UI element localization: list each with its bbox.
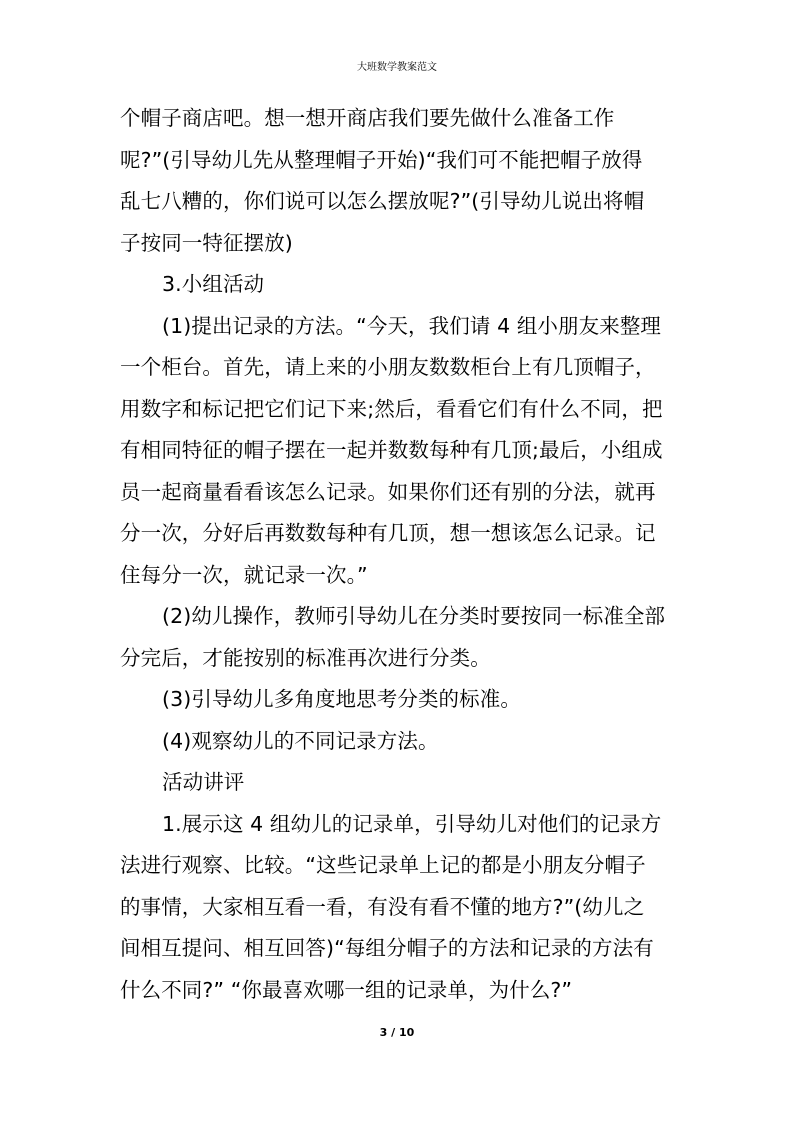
text-line: 分一次，分好后再数数每种有几顶，想一想该怎么记录。记 [120, 521, 656, 545]
page-number: 3 / 10 [379, 1026, 415, 1039]
text-line: (2)幼儿操作，教师引导幼儿在分类时要按同一标准全部 [162, 604, 666, 628]
text-line: (3)引导幼儿多角度地思考分类的标准。 [162, 687, 521, 711]
page-header [0, 61, 794, 75]
text-line: 呢?”(引导幼儿先从整理帽子开始)“我们可不能把帽子放得 [120, 147, 643, 172]
text-line: 什么不同?” “你最喜欢哪一组的记录单，为什么?” [120, 977, 573, 1002]
text-line: 个帽子商店吧。想一想开商店我们要先做什么准备工作 [120, 106, 615, 130]
document-body [120, 98, 686, 1011]
text-line: 住每分一次，就记录一次。” [120, 562, 368, 587]
page-footer [0, 1026, 794, 1040]
text-line: 活动讲评 [162, 770, 245, 794]
text-line: 3.小组活动 [162, 272, 265, 296]
text-line: 有相同特征的帽子摆在一起并数数每种有几顶;最后，小组成 [120, 438, 663, 462]
text-line: 乱七八糟的，你们说可以怎么摆放呢?”(引导幼儿说出将帽 [120, 189, 645, 213]
text-line: 1.展示这 4 组幼儿的记录单，引导幼儿对他们的记录方 [162, 811, 662, 836]
text-line: (1)提出记录的方法。“今天，我们请 4 组小朋友来整理 [162, 313, 662, 338]
text-line: 的事情，大家相互看一看，有没有看不懂的地方?”(幼儿之 [120, 894, 645, 919]
text-line: 间相互提问、相互回答)“每组分帽子的方法和记录的方法有 [120, 936, 654, 960]
text-line: 分完后，才能按别的标准再次进行分类。 [120, 645, 491, 670]
text-line: 用数字和标记把它们记下来;然后，看看它们有什么不同，把 [120, 396, 663, 421]
text-line: (4)观察幼儿的不同记录方法。 [162, 728, 439, 753]
text-line: 员一起商量看看该怎么记录。如果你们还有别的分法，就再 [120, 479, 656, 504]
text-line: 法进行观察、比较。“这些记录单上记的都是小朋友分帽子 [120, 853, 646, 877]
header-title: 大班数学教案范文 [357, 62, 437, 73]
text-line: 子按同一特征摆放) [120, 230, 293, 255]
text-line: 一个柜台。首先，请上来的小朋友数数柜台上有几顶帽子， [120, 355, 656, 379]
